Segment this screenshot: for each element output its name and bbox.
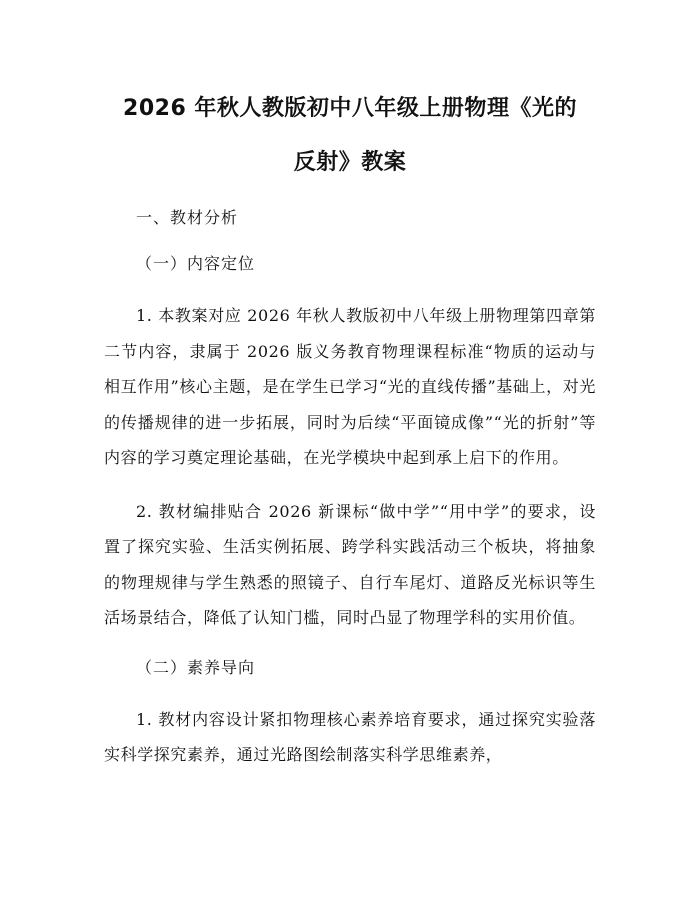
title-line-1: 2026 年秋人教版初中八年级上册物理《光的 (123, 96, 577, 121)
section-heading-teaching-material-analysis: 一、教材分析 (136, 208, 239, 227)
document-title (104, 82, 596, 190)
paragraph-3: 1. 教材内容设计紧扣物理核心素养培育要求，通过探究实验落实科学探究素养，通过光路图绘制落实科学思维素养， (104, 709, 596, 764)
paragraph-1: 1. 本教案对应 2026 年秋人教版初中八年级上册物理第四章第二节内容，隶属于 2026 版义务教育物理课程标准“物质的运动与相互作用”核心主题，是在学生已学习“光的直线传播”基础上，对光的传播规律的进一步拓展，同时为后续“平面镜成像”“光的折射”等内容的学习奠定理论基础，在光学模块中起到承上启下的作用。 (104, 306, 596, 467)
subsection-heading-content-positioning: （一）内容定位 (136, 254, 256, 273)
paragraph-2: 2. 教材编排贴合 2026 新课标“做中学”“用中学”的要求，设置了探究实验、生活实例拓展、跨学科实践活动三个板块，将抽象的物理规律与学生熟悉的照镜子、自行车尾灯、道路反光标识等生活场景结合，降低了认知门槛，同时凸显了物理学科的实用价值。 (104, 501, 596, 627)
subsection-heading-literacy-orientation: （二）素养导向 (136, 657, 256, 677)
title-line-2: 反射》教案 (293, 150, 407, 175)
